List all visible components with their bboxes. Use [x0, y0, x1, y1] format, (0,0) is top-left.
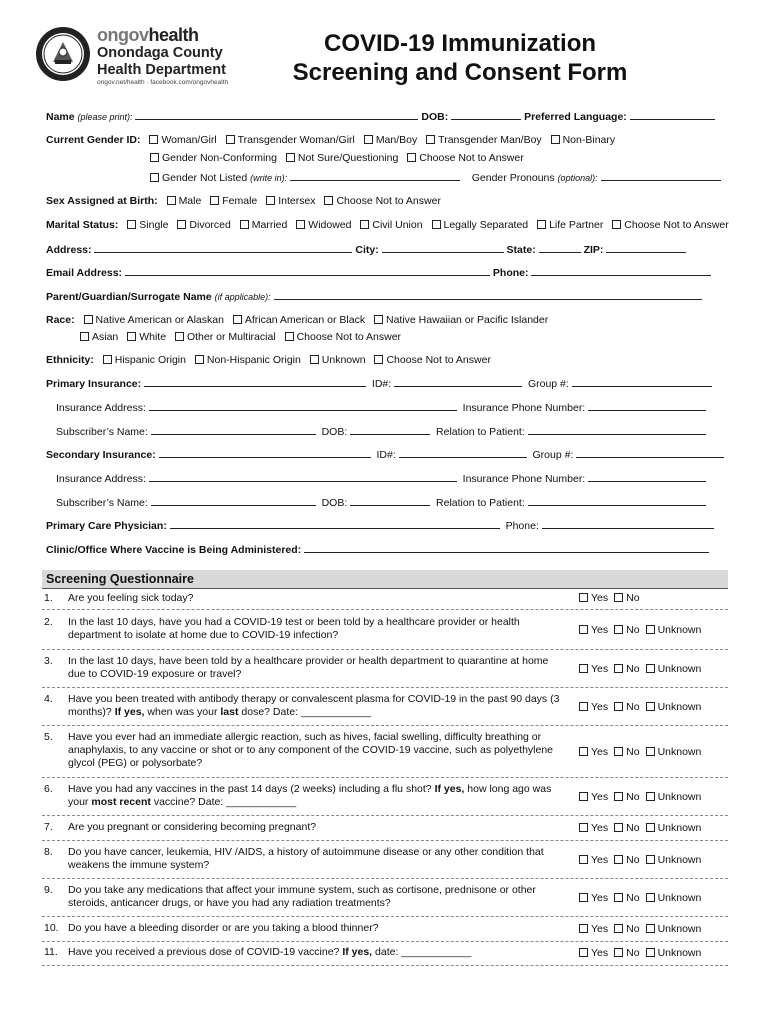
ethnicity-label: Ethnicity:: [46, 354, 94, 366]
secondary-ins-label: Secondary Insurance:: [46, 449, 156, 461]
primary-sub-dob-label: DOB:: [321, 426, 348, 438]
address-field[interactable]: [94, 243, 352, 253]
pcp-phone-field[interactable]: [542, 519, 714, 529]
secondary-insurance-row: [46, 448, 724, 461]
gender-woman-girl-checkbox[interactable]: [149, 135, 158, 144]
answer-unknown-label: Unknown: [657, 822, 702, 834]
org-logo: [97, 26, 228, 87]
marital-divorced-checkbox[interactable]: [177, 220, 186, 229]
marital-row: [46, 219, 729, 231]
answer-yes-checkbox[interactable]: [579, 625, 588, 634]
marital-option-label: Single: [139, 219, 169, 231]
zip-field[interactable]: [606, 243, 686, 253]
secondary-ins-phone-field[interactable]: [588, 472, 706, 482]
marital-option-label: Married: [251, 219, 288, 231]
question-row: [42, 731, 728, 778]
pronouns-field[interactable]: [601, 171, 721, 181]
answer-yes-checkbox[interactable]: [579, 823, 588, 832]
primary-sub-dob-field[interactable]: [350, 425, 430, 435]
title-line-1: COVID-19 Immunization: [323, 30, 597, 57]
email-label: Email Address:: [46, 267, 123, 279]
gender-transgender-woman-girl-checkbox[interactable]: [226, 135, 235, 144]
answer-unknown-label: Unknown: [657, 854, 702, 866]
answer-yes-checkbox[interactable]: [579, 664, 588, 673]
question-number: 9.: [44, 884, 53, 896]
question-text: Do you have a bleeding disorder or are you taking a blood thinner?: [68, 922, 379, 934]
gender-not-listed-label: Gender Not Listed: [162, 172, 248, 184]
question-row: [42, 946, 728, 966]
question-text-part: If yes,: [434, 783, 465, 795]
secondary-id-field[interactable]: [399, 448, 527, 458]
guardian-field[interactable]: [274, 290, 702, 300]
question-text-part: most recent: [91, 796, 151, 808]
answer-no-checkbox[interactable]: [614, 792, 623, 801]
gender-option-label: Not Sure/Questioning: [297, 152, 399, 164]
answer-yes-checkbox[interactable]: [579, 593, 588, 602]
marital-option-label: Life Partner: [549, 219, 604, 231]
gender-option-label: Choose Not to Answer: [419, 152, 524, 164]
gender-row-2: [150, 152, 724, 164]
race-option-label: Other or Multiracial: [186, 331, 276, 343]
dob-label: DOB:: [421, 111, 449, 123]
primary-relation-field[interactable]: [528, 425, 706, 435]
answer-no-checkbox[interactable]: [614, 948, 623, 957]
question-number: 2.: [44, 616, 53, 628]
marital-option-label: Choose Not to Answer: [624, 219, 729, 231]
question-text: Are you pregnant or considering becoming pregnant?: [68, 821, 317, 833]
question-row: [42, 821, 728, 841]
answer-no-checkbox[interactable]: [614, 823, 623, 832]
gender-non-binary-checkbox[interactable]: [551, 135, 560, 144]
question-text: Do you have cancer, leukemia, HIV /AIDS, a history of autoimmune disease or any other condition that weakens the immune system?: [68, 846, 544, 871]
question-text: Are you feeling sick today?: [68, 592, 194, 604]
answer-unknown-checkbox[interactable]: [646, 948, 655, 957]
ethnicity-option-label: Choose Not to Answer: [386, 354, 491, 366]
marital-option-label: Legally Separated: [443, 219, 529, 231]
question-text: [68, 946, 568, 959]
question-row: [42, 884, 728, 917]
question-text-part: last: [220, 706, 239, 718]
answer-yes-label: Yes: [591, 592, 609, 604]
state-field[interactable]: [539, 243, 581, 253]
answer-no-checkbox[interactable]: [614, 702, 623, 711]
sex-intersex-checkbox[interactable]: [266, 196, 275, 205]
gender-option-label: Woman/Girl: [161, 134, 217, 146]
answer-unknown-checkbox[interactable]: [646, 625, 655, 634]
name-field[interactable]: [135, 110, 418, 120]
question-text-part: Have you been treated with antibody therapy or convalescent plasma for COVID-19 in the past 90 days (3 months)?: [68, 693, 560, 718]
answer-yes-checkbox[interactable]: [579, 747, 588, 756]
answer-no-label: No: [626, 624, 640, 636]
answer-yes-label: Yes: [591, 822, 609, 834]
answer-unknown-label: Unknown: [657, 892, 702, 904]
marital-married-checkbox[interactable]: [240, 220, 249, 229]
race-option-label: Choose Not to Answer: [296, 331, 402, 343]
marital-option-label: Divorced: [189, 219, 231, 231]
question-row: [42, 693, 728, 726]
marital-label: Marital Status:: [46, 219, 119, 231]
answer-no-checkbox[interactable]: [614, 924, 623, 933]
answer-unknown-label: Unknown: [657, 701, 702, 713]
gender-option-label: Gender Non-Conforming: [162, 152, 277, 164]
marital-single-checkbox[interactable]: [127, 220, 136, 229]
answer-yes-checkbox[interactable]: [579, 855, 588, 864]
race-option-label: White: [139, 331, 167, 343]
question-text-part: If yes,: [342, 946, 373, 958]
gender-option-label: Transgender Woman/Girl: [237, 134, 355, 146]
marital-civil-union-checkbox[interactable]: [360, 220, 369, 229]
race-option-label: Native American or Alaskan: [95, 314, 224, 326]
race-native-american-or-alaskan-checkbox[interactable]: [84, 315, 93, 324]
question-number: 3.: [44, 655, 53, 667]
gender-write-in-field[interactable]: [290, 171, 460, 181]
answer-no-checkbox[interactable]: [614, 893, 623, 902]
marital-widowed-checkbox[interactable]: [296, 220, 305, 229]
name-label: Name: [46, 111, 75, 123]
question-text: In the last 10 days, have you had a COVID-19 test or been told by a healthcare provider or health department to isolate at home due to COVID-19 infection?: [68, 616, 520, 641]
gender-row-1: [46, 134, 724, 146]
sex-option-label: Choose Not to Answer: [336, 195, 441, 207]
ethnicity-unknown-checkbox[interactable]: [310, 355, 319, 364]
answer-unknown-label: Unknown: [657, 923, 702, 935]
secondary-sub-dob-field[interactable]: [350, 496, 430, 506]
address-row: [46, 243, 724, 256]
answer-yes-label: Yes: [591, 701, 609, 713]
answer-yes-label: Yes: [591, 791, 609, 803]
answer-unknown-checkbox[interactable]: [646, 924, 655, 933]
race-choose-not-to-answer-checkbox[interactable]: [285, 332, 294, 341]
answer-unknown-label: Unknown: [657, 746, 702, 758]
secondary-group-field[interactable]: [576, 448, 724, 458]
question-text: [68, 693, 568, 719]
primary-relation-label: Relation to Patient:: [436, 426, 525, 438]
answer-unknown-checkbox[interactable]: [646, 664, 655, 673]
primary-ins-label: Primary Insurance:: [46, 378, 142, 390]
primary-subscriber-label: Subscriber’s Name:: [56, 426, 148, 438]
answer-yes-checkbox[interactable]: [579, 792, 588, 801]
write-in-hint: (write in):: [250, 173, 288, 183]
answer-unknown-checkbox[interactable]: [646, 702, 655, 711]
question-number: 10.: [44, 922, 59, 934]
answer-unknown-label: Unknown: [657, 947, 702, 959]
question-number: 6.: [44, 783, 53, 795]
race-option-label: Native Hawaiian or Pacific Islander: [386, 314, 549, 326]
race-row-2: [80, 331, 724, 343]
question-row: [42, 616, 728, 650]
phone-field[interactable]: [531, 266, 711, 276]
gender-man-boy-checkbox[interactable]: [364, 135, 373, 144]
question-text-part: Have you received a previous dose of COVID-19 vaccine?: [68, 946, 340, 958]
race-option-label: African American or Black: [244, 314, 366, 326]
question-text-part: Have you had any vaccines in the past 14 days (2 weeks) including a flu shot?: [68, 783, 432, 795]
answer-yes-label: Yes: [591, 624, 609, 636]
answer-no-checkbox[interactable]: [614, 593, 623, 602]
answer-yes-label: Yes: [591, 746, 609, 758]
county-name: Onondaga County: [97, 45, 223, 61]
answer-yes-label: Yes: [591, 854, 609, 866]
question-number: 1.: [44, 592, 53, 604]
question-text-part: date: ____________: [375, 946, 472, 958]
ethnicity-option-label: Unknown: [321, 354, 366, 366]
primary-ins-address-row: [56, 401, 724, 414]
answer-yes-label: Yes: [591, 947, 609, 959]
sex-option-label: Male: [178, 195, 202, 207]
sex-choose-not-to-answer-checkbox[interactable]: [324, 196, 333, 205]
dept-name: Health Department: [97, 61, 226, 78]
answer-no-checkbox[interactable]: [614, 625, 623, 634]
secondary-relation-field[interactable]: [528, 496, 706, 506]
question-text-part: dose? Date: ____________: [241, 706, 372, 718]
name-row: [46, 110, 724, 123]
gender-choose-not-to-answer-checkbox[interactable]: [407, 153, 416, 162]
dob-field[interactable]: [451, 110, 521, 120]
sex-option-label: Female: [222, 195, 258, 207]
question-number: 8.: [44, 846, 53, 858]
secondary-subscriber-row: [56, 496, 724, 509]
secondary-subscriber-label: Subscriber’s Name:: [56, 497, 148, 509]
answer-unknown-checkbox[interactable]: [646, 823, 655, 832]
race-label: Race:: [46, 314, 75, 326]
secondary-ins-address-field[interactable]: [149, 472, 457, 482]
answer-yes-label: Yes: [591, 923, 609, 935]
secondary-ins-address-row: [56, 472, 724, 485]
primary-subscriber-row: [56, 425, 724, 438]
primary-ins-address-label: Insurance Address:: [56, 402, 146, 414]
answer-unknown-checkbox[interactable]: [646, 893, 655, 902]
form-header: [0, 0, 770, 100]
primary-group-field[interactable]: [572, 377, 712, 387]
guardian-row: [46, 290, 724, 303]
pcp-label: Primary Care Physician:: [46, 520, 167, 532]
answer-yes-checkbox[interactable]: [579, 702, 588, 711]
answer-yes-label: Yes: [591, 892, 609, 904]
primary-ins-address-field[interactable]: [149, 401, 457, 411]
gender-option-label: Man/Boy: [375, 134, 418, 146]
city-field[interactable]: [382, 243, 504, 253]
brand-health: health: [148, 25, 199, 45]
ethnicity-option-label: Hispanic Origin: [114, 354, 186, 366]
gender-not-sure-questioning-checkbox[interactable]: [286, 153, 295, 162]
race-white-checkbox[interactable]: [127, 332, 136, 341]
gender-label: Current Gender ID:: [46, 134, 141, 146]
ethnicity-choose-not-to-answer-checkbox[interactable]: [374, 355, 383, 364]
question-text: Have you ever had an immediate allergic reaction, such as hives, facial swelling, difficulty breathing or anaphylaxis, to any vaccine or shot or to any component of the COVID-19 vaccine, such as polyethylene glycol (PEG) or polysorbate?: [68, 731, 554, 769]
answer-no-label: No: [626, 663, 640, 675]
marital-life-partner-checkbox[interactable]: [537, 220, 546, 229]
sex-female-checkbox[interactable]: [210, 196, 219, 205]
answer-no-label: No: [626, 947, 640, 959]
state-label: State:: [506, 244, 536, 256]
question-number: 5.: [44, 731, 53, 743]
question-text-part: how long ago was your: [68, 783, 552, 808]
sex-male-checkbox[interactable]: [167, 196, 176, 205]
secondary-subscriber-field[interactable]: [151, 496, 316, 506]
secondary-relation-label: Relation to Patient:: [436, 497, 525, 509]
marital-choose-not-to-answer-checkbox[interactable]: [612, 220, 621, 229]
question-text: In the last 10 days, have been told by a healthcare provider or health department to quarantine at home due to COVID-19 exposure or travel?: [68, 655, 549, 680]
primary-group-label: Group #:: [527, 378, 569, 390]
zip-label: ZIP:: [583, 244, 604, 256]
gender-row-3: [150, 171, 724, 184]
secondary-sub-dob-label: DOB:: [321, 497, 348, 509]
screening-heading: Screening Questionnaire: [42, 570, 728, 589]
answer-unknown-checkbox[interactable]: [646, 747, 655, 756]
sex-label: Sex Assigned at Birth:: [46, 195, 158, 207]
marital-legally-separated-checkbox[interactable]: [432, 220, 441, 229]
secondary-ins-field[interactable]: [159, 448, 371, 458]
question-number: 7.: [44, 821, 53, 833]
clinic-label: Clinic/Office Where Vaccine is Being Administered:: [46, 544, 302, 556]
marital-option-label: Civil Union: [372, 219, 423, 231]
gender-transgender-man-boy-checkbox[interactable]: [426, 135, 435, 144]
answer-yes-checkbox[interactable]: [579, 924, 588, 933]
clinic-row: [46, 543, 724, 556]
name-hint: (please print):: [77, 112, 133, 122]
pcp-field[interactable]: [170, 519, 500, 529]
question-row: [42, 846, 728, 879]
race-native-hawaiian-or-pacific-islander-checkbox[interactable]: [374, 315, 383, 324]
ethnicity-row: [46, 354, 724, 366]
gender-option-label: Transgender Man/Boy: [438, 134, 542, 146]
clinic-field[interactable]: [304, 543, 709, 553]
answer-unknown-label: Unknown: [657, 791, 702, 803]
answer-unknown-label: Unknown: [657, 624, 702, 636]
question-text: [68, 783, 568, 809]
question-number: 4.: [44, 693, 53, 705]
race-option-label: Asian: [92, 331, 119, 343]
pronouns-label: Gender Pronouns: [471, 172, 555, 184]
brand-ongov: ongov: [97, 25, 149, 45]
gender-gender-non-conforming-checkbox[interactable]: [150, 153, 159, 162]
primary-id-label: ID#:: [371, 378, 392, 390]
answer-no-label: No: [626, 822, 640, 834]
sex-option-label: Intersex: [278, 195, 316, 207]
question-text-part: when was your: [147, 706, 218, 718]
pcp-phone-label: Phone:: [505, 520, 539, 532]
secondary-ins-address-label: Insurance Address:: [56, 473, 146, 485]
answer-yes-checkbox[interactable]: [579, 948, 588, 957]
question-row: [42, 922, 728, 942]
primary-id-field[interactable]: [394, 377, 522, 387]
ethnicity-non-hispanic-origin-checkbox[interactable]: [195, 355, 204, 364]
answer-no-label: No: [626, 854, 640, 866]
secondary-group-label: Group #:: [532, 449, 574, 461]
phone-label: Phone:: [492, 267, 529, 279]
primary-ins-phone-field[interactable]: [588, 401, 706, 411]
pronouns-hint: (optional):: [557, 173, 598, 183]
title-line-2: Screening and Consent Form: [292, 58, 628, 86]
ethnicity-option-label: Non-Hispanic Origin: [206, 354, 301, 366]
address-label: Address:: [46, 244, 92, 256]
answer-unknown-checkbox[interactable]: [646, 792, 655, 801]
question-row: [42, 783, 728, 816]
pref-lang-label: Preferred Language:: [524, 111, 627, 123]
race-row-1: [46, 314, 724, 326]
answer-unknown-checkbox[interactable]: [646, 855, 655, 864]
pref-lang-field[interactable]: [630, 110, 715, 120]
guardian-label: Parent/Guardian/Surrogate Name: [46, 291, 212, 303]
gender-not-listed-checkbox[interactable]: [150, 173, 159, 182]
answer-no-checkbox[interactable]: [614, 855, 623, 864]
race-african-american-or-black-checkbox[interactable]: [233, 315, 242, 324]
email-field[interactable]: [125, 266, 490, 276]
question-text-part: If yes,: [114, 706, 145, 718]
question-row: [42, 655, 728, 688]
county-seal-icon: [35, 26, 91, 82]
answer-no-label: No: [626, 791, 640, 803]
page-title: [270, 30, 650, 88]
primary-subscriber-field[interactable]: [151, 425, 316, 435]
primary-ins-phone-label: Insurance Phone Number:: [462, 402, 586, 414]
answer-no-checkbox[interactable]: [614, 747, 623, 756]
pcp-row: [46, 519, 724, 532]
primary-insurance-row: [46, 377, 724, 390]
answer-no-label: No: [626, 892, 640, 904]
primary-ins-field[interactable]: [144, 377, 366, 387]
social-links: ongov.net/health · facebook.com/ongovhealth: [97, 79, 229, 86]
answer-unknown-label: Unknown: [657, 663, 702, 675]
question-text-part: vaccine? Date: ____________: [153, 796, 297, 808]
answer-no-label: No: [626, 701, 640, 713]
answer-yes-label: Yes: [591, 663, 609, 675]
question-text: Do you take any medications that affect your immune system, such as cortisone, prednisone or other steroids, anticancer drugs, or have you had any radiation treatments?: [68, 884, 536, 909]
email-row: [46, 266, 724, 279]
gender-option-label: Non-Binary: [562, 134, 616, 146]
sex-row: [46, 195, 724, 207]
question-number: 11.: [44, 946, 58, 958]
marital-option-label: Widowed: [308, 219, 352, 231]
answer-no-label: No: [626, 592, 640, 604]
race-asian-checkbox[interactable]: [80, 332, 89, 341]
answer-yes-checkbox[interactable]: [579, 893, 588, 902]
ethnicity-hispanic-origin-checkbox[interactable]: [103, 355, 112, 364]
answer-no-label: No: [626, 746, 640, 758]
guardian-hint: (if applicable):: [214, 292, 271, 302]
city-label: City:: [355, 244, 379, 256]
question-row: [42, 592, 728, 610]
secondary-ins-phone-label: Insurance Phone Number:: [462, 473, 586, 485]
answer-no-label: No: [626, 923, 640, 935]
race-other-or-multiracial-checkbox[interactable]: [175, 332, 184, 341]
secondary-id-label: ID#:: [376, 449, 396, 461]
answer-no-checkbox[interactable]: [614, 664, 623, 673]
